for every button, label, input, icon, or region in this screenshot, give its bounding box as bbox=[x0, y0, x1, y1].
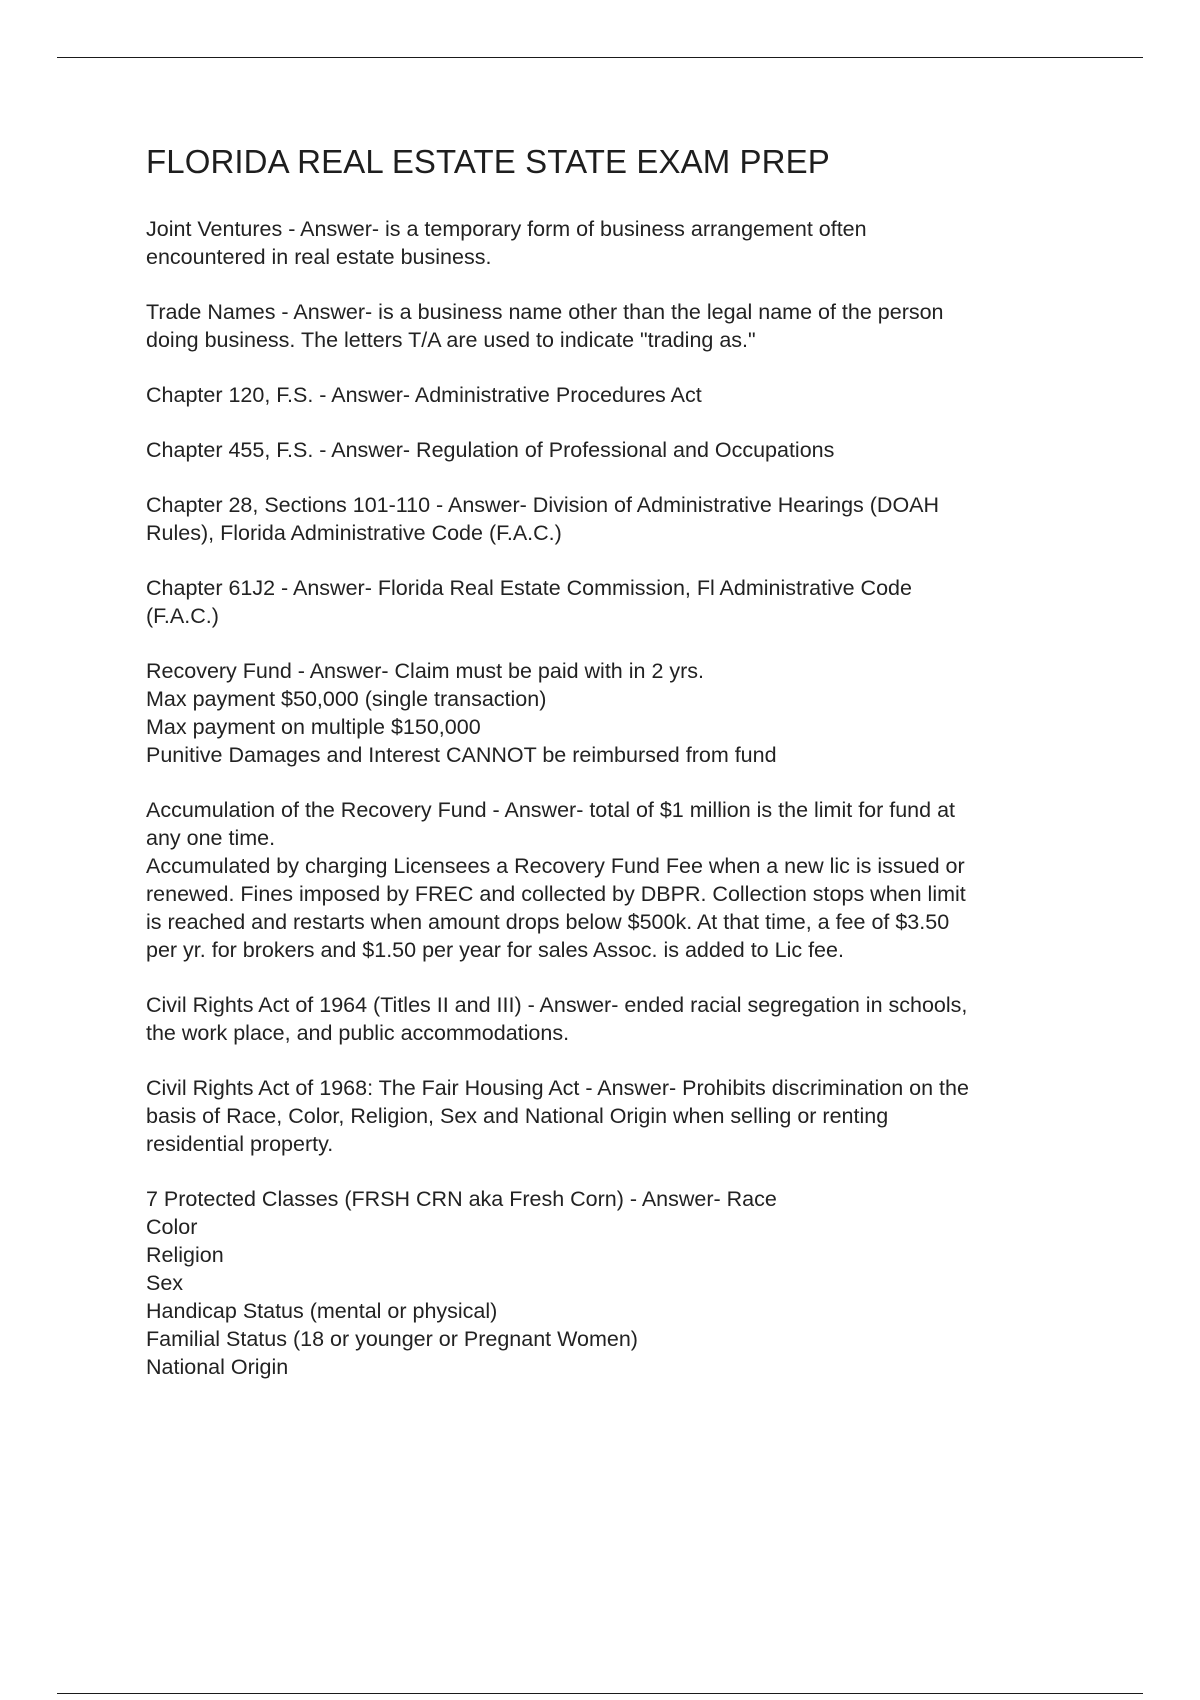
entry-line: 7 Protected Classes (FRSH CRN aka Fresh Corn) - Answer- Race bbox=[146, 1187, 777, 1211]
entry-line: (F.A.C.) bbox=[146, 604, 219, 628]
entry-line: Sex bbox=[146, 1271, 184, 1295]
entry-line: Max payment $50,000 (single transaction) bbox=[146, 687, 547, 711]
entry-chapter-61j2 bbox=[146, 574, 1086, 630]
entry-line: Joint Ventures - Answer- is a temporary form of business arrangement often bbox=[146, 217, 867, 241]
entry-line: basis of Race, Color, Religion, Sex and National Origin when selling or renting bbox=[146, 1104, 889, 1128]
entry-line: Max payment on multiple $150,000 bbox=[146, 715, 481, 739]
entry-chapter-28 bbox=[146, 491, 1086, 547]
entry-line: Religion bbox=[146, 1243, 224, 1267]
entry-line: Rules), Florida Administrative Code (F.A.C.) bbox=[146, 521, 562, 545]
entry-chapter-455 bbox=[146, 436, 1086, 464]
entry-line: encountered in real estate business. bbox=[146, 245, 492, 269]
entry-protected-classes bbox=[146, 1185, 1086, 1381]
entry-joint-ventures bbox=[146, 215, 1086, 271]
entry-line: Trade Names - Answer- is a business name other than the legal name of the person bbox=[146, 300, 944, 324]
entry-line: Chapter 120, F.S. - Answer- Administrative Procedures Act bbox=[146, 383, 702, 407]
entry-line: is reached and restarts when amount drops below $500k. At that time, a fee of $3.50 bbox=[146, 910, 950, 934]
entry-accumulation-recovery-fund bbox=[146, 796, 1086, 964]
entry-line: Chapter 455, F.S. - Answer- Regulation of Professional and Occupations bbox=[146, 438, 835, 462]
entry-line: Accumulation of the Recovery Fund - Answer- total of $1 million is the limit for fund at bbox=[146, 798, 956, 822]
entry-line: doing business. The letters T/A are used to indicate "trading as." bbox=[146, 328, 756, 352]
entry-line: Color bbox=[146, 1215, 198, 1239]
entry-line: Civil Rights Act of 1964 (Titles II and III) - Answer- ended racial segregation in schools, bbox=[146, 993, 968, 1017]
entry-line: National Origin bbox=[146, 1355, 289, 1379]
entry-line: Recovery Fund - Answer- Claim must be paid with in 2 yrs. bbox=[146, 659, 705, 683]
entry-line: Familial Status (18 or younger or Pregnant Women) bbox=[146, 1327, 638, 1351]
document-title: FLORIDA REAL ESTATE STATE EXAM PREP bbox=[146, 143, 830, 180]
entry-line: Handicap Status (mental or physical) bbox=[146, 1299, 498, 1323]
entry-civil-rights-1968 bbox=[146, 1074, 1086, 1158]
entry-chapter-120 bbox=[146, 381, 1086, 409]
entry-line: the work place, and public accommodations. bbox=[146, 1021, 570, 1045]
document-body bbox=[146, 140, 1086, 1408]
entry-civil-rights-1964 bbox=[146, 991, 1086, 1047]
entry-trade-names bbox=[146, 298, 1086, 354]
entry-line: Punitive Damages and Interest CANNOT be reimbursed from fund bbox=[146, 743, 777, 767]
entry-line: Accumulated by charging Licensees a Recovery Fund Fee when a new lic is issued or bbox=[146, 854, 965, 878]
entry-line: any one time. bbox=[146, 826, 276, 850]
entry-line: residential property. bbox=[146, 1132, 334, 1156]
entry-line: Chapter 61J2 - Answer- Florida Real Estate Commission, Fl Administrative Code bbox=[146, 576, 912, 600]
footer-rule bbox=[57, 1693, 1143, 1694]
entry-recovery-fund bbox=[146, 657, 1086, 769]
entry-line: per yr. for brokers and $1.50 per year for sales Assoc. is added to Lic fee. bbox=[146, 938, 844, 962]
header-rule bbox=[57, 57, 1143, 58]
entry-line: renewed. Fines imposed by FREC and collected by DBPR. Collection stops when limit bbox=[146, 882, 966, 906]
entry-line: Civil Rights Act of 1968: The Fair Housing Act - Answer- Prohibits discrimination on the bbox=[146, 1076, 969, 1100]
entry-line: Chapter 28, Sections 101-110 - Answer- Division of Administrative Hearings (DOAH bbox=[146, 493, 940, 517]
